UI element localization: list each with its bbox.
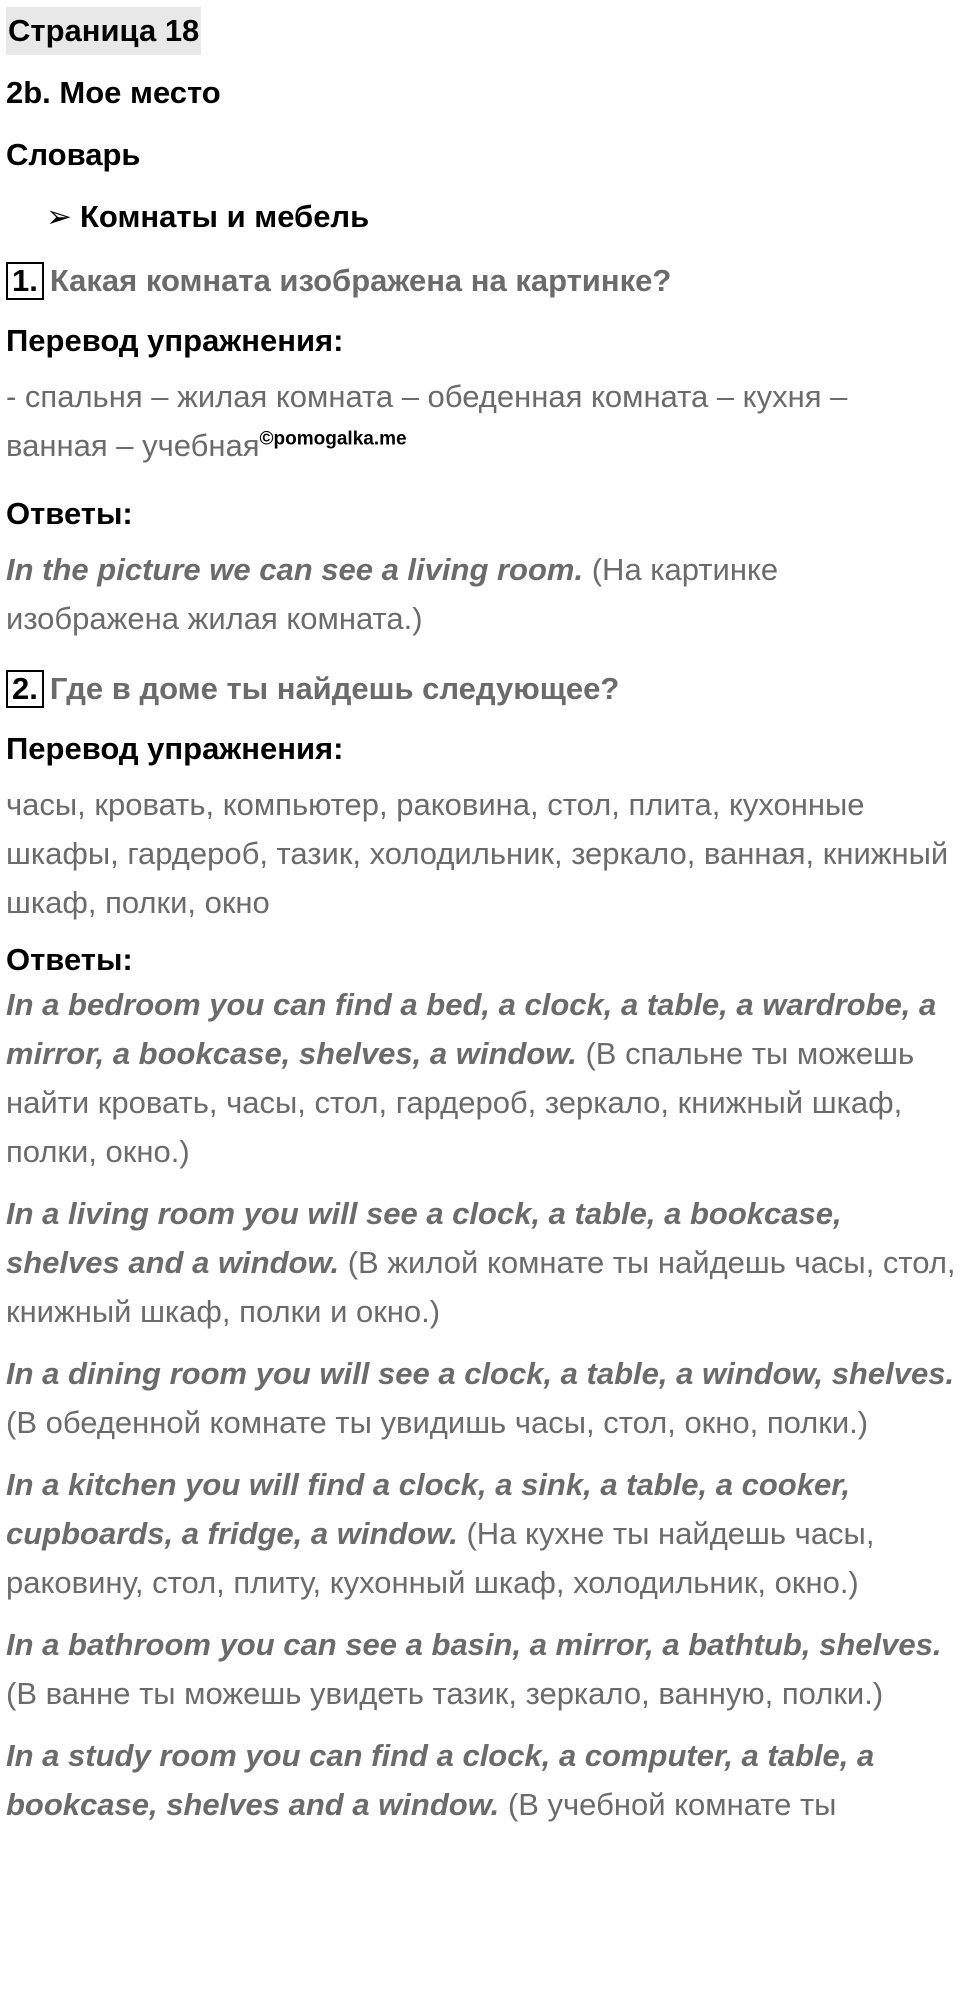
page-label: Страница 18 bbox=[6, 7, 201, 55]
answer-en: In a bedroom you can find a bed, a clock, a table, a wardrobe, a mirror, a bookcase, shelves, a window. bbox=[6, 987, 937, 1071]
task2-answer-study-room bbox=[6, 1731, 956, 1829]
bullet-item bbox=[6, 186, 956, 248]
task2-answers-label: Ответы: bbox=[6, 942, 133, 977]
answer-ru: (В спальне ты можешь найти кровать, часы, стол, гардероб, зеркало, книжный шкаф, полки, окно.) bbox=[6, 1036, 915, 1169]
document-page bbox=[6, 0, 956, 1842]
task1-answer-ru: (На картинке изображена жилая комната.) bbox=[6, 552, 779, 636]
task1-translation bbox=[6, 372, 956, 470]
task1-answer-en: In the picture we can see a living room. bbox=[6, 552, 584, 587]
answer-ru: (В учебной комнате ты bbox=[507, 1787, 837, 1822]
task2-translation: часы, кровать, компьютер, раковина, стол, плита, кухонные шкафы, гардероб, тазик, холодильник, зеркало, ванная, книжный шкаф, полки, окно bbox=[6, 787, 949, 920]
task2-answer-dining-room bbox=[6, 1349, 956, 1447]
answer-en: In a living room you will see a clock, a table, a bookcase, shelves and a window. bbox=[6, 1196, 842, 1280]
vocab-title: Словарь bbox=[6, 137, 141, 172]
task2-translation-label: Перевод упражнения: bbox=[6, 731, 344, 766]
answer-en: In a kitchen you will find a clock, a sink, a table, a cooker, cupboards, a fridge, a window. bbox=[6, 1467, 851, 1551]
answer-ru: (В обеденной комнате ты увидишь часы, стол, окно, полки.) bbox=[6, 1405, 869, 1440]
task2-answer-living-room bbox=[6, 1189, 956, 1336]
task1-answers-label: Ответы: bbox=[6, 496, 133, 531]
task1-number: 1. bbox=[6, 262, 44, 300]
answer-ru: (В жилой комнате ты найдешь часы, стол, книжный шкаф, полки и окно.) bbox=[6, 1245, 956, 1329]
task2-title: Где в доме ты найдешь следующее? bbox=[49, 670, 620, 706]
answer-en: In a study room you can find a clock, a computer, a table, a bookcase, shelves and a window. bbox=[6, 1738, 875, 1822]
answer-ru: (В ванне ты можешь увидеть тазик, зеркало, ванную, полки.) bbox=[6, 1676, 884, 1711]
answer-en: In a bathroom you can see a basin, a mirror, a bathtub, shelves. bbox=[6, 1627, 942, 1662]
bullet-text: Комнаты и мебель bbox=[80, 199, 370, 234]
page-label-row bbox=[6, 0, 956, 62]
arrow-bullet-icon: ➢ bbox=[46, 199, 72, 234]
answer-ru: (На кухне ты найдешь часы, раковину, стол, плиту, кухонный шкаф, холодильник, окно.) bbox=[6, 1516, 875, 1600]
task2-answer-bathroom bbox=[6, 1620, 956, 1718]
task2-answer-bedroom bbox=[6, 980, 956, 1176]
task1-answer bbox=[6, 545, 956, 643]
task2-number: 2. bbox=[6, 670, 44, 708]
task1-translation-text: - спальня – жилая комната – обеденная комната – кухня – ванная – учебная bbox=[6, 379, 848, 463]
task2-header bbox=[6, 656, 956, 718]
task1-header bbox=[6, 248, 956, 310]
answer-en: In a dining room you will see a clock, a table, a window, shelves. bbox=[6, 1356, 955, 1391]
section-title: 2b. Мое место bbox=[6, 75, 221, 110]
task1-title: Какая комната изображена на картинке? bbox=[49, 262, 672, 298]
task2-answer-kitchen bbox=[6, 1460, 956, 1607]
watermark: ©pomogalka.me bbox=[259, 428, 407, 450]
task1-translation-label: Перевод упражнения: bbox=[6, 323, 344, 358]
